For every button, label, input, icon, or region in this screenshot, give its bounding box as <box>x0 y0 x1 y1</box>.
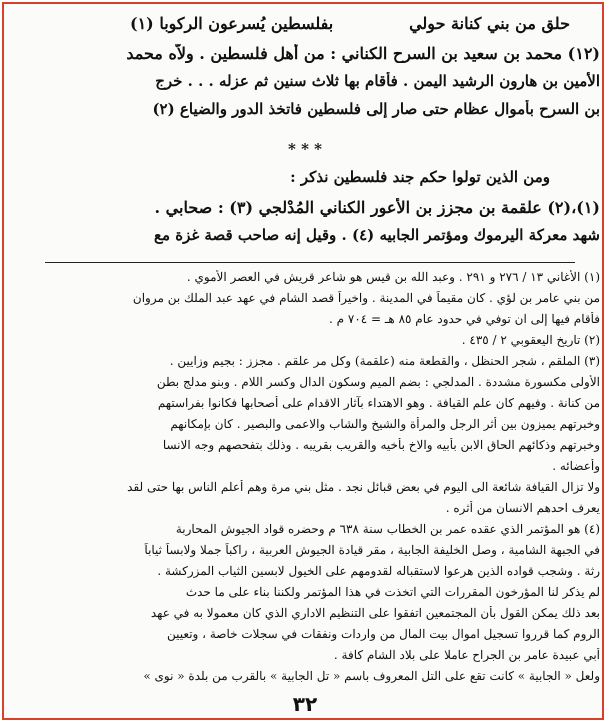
body-line: بن السرح بأموال عظام حتى صار إلى فلسطين فاتخذ الدور والضياع (٢) <box>152 100 600 118</box>
body-line: ومن الذين تولوا حكم جند فلسطين نذكر : <box>290 168 550 186</box>
body-line: (١)،(٢) علقمة بن مجزز بن الأعور الكناني المُدْلجي (٣) : صحابي . <box>154 198 600 217</box>
page-number: ٣٢ <box>292 692 318 716</box>
footnote-line: وخبرتهم يميزون بين أثر الرجل والمرأة والشيخ والشاب والاعمى والبصير . كان بإمكانهم <box>170 417 600 431</box>
footnote-line: يعرف احدهم الانسان من أثره . <box>445 501 600 515</box>
section-separator: * * * <box>288 140 322 158</box>
footnote-line: لم يذكر لنا المؤرخون المقررات التي اتخذت في هذا المؤتمر ولكننا بناء على ما حدث <box>185 585 600 599</box>
header-right-hemistich: حلق من بني كنانة حولي <box>409 14 570 33</box>
footnote-line: بعد ذلك يمكن القول بأن المجتمعين اتفقوا على التنظيم الاداري الذي كان معمولا به في عهد <box>150 606 600 620</box>
footnote-line: ولعل « الجابية » كانت تقع على التل المعروف باسم « تل الجابية » بالقرب من بلدة « نوى » <box>143 669 600 683</box>
footnote-line: من بني عامر بن لؤي . كان مقيماً في المدينة . واخيراً قصد الشام في عهد عبد الملك بن مروان <box>132 291 600 305</box>
footnote-rule <box>45 262 575 263</box>
footnote-line: أبي عبيدة عامر بن الجراح عاملا على بلاد الشام كافة . <box>333 648 600 662</box>
footnote-line: الروم كما قرروا تسجيل اموال بيت المال من واردات ونفقات في سجلات خاصة ، وتعيين <box>167 627 600 641</box>
footnote-line: الأولى مكسورة مشددة . المدلجي : بضم الميم وسكون الدال وكسر اللام . وبنو مدلج بطن <box>156 375 600 389</box>
body-line: شهد معركة اليرموك ومؤتمر الجابيه (٤) . وقيل إنه صاحب قصة غزة مع <box>153 226 600 244</box>
footnote-line: (١) الأغاني ١٣ / ٢٧٦ و ٢٩١ . وعبد الله بن قيس هو شاعر قريش في العصر الأموي . <box>186 270 600 284</box>
footnote-line: (٣) الملقم ، شجر الحنظل ، والقطعة منه (علقمة) وكل مر علقم . مجزز : بجيم وزايين . <box>169 354 600 368</box>
body-line: (١٢) محمد بن سعيد بن السرح الكناني : من أهل فلسطين . ولاّه محمد <box>126 44 600 63</box>
header-left-hemistich: بفلسطين يُسرعون الركوبا (١) <box>130 14 334 33</box>
body-line: الأمين بن هارون الرشيد اليمن . فأقام بها ثلاث سنين ثم عزله . . . خرج <box>155 72 600 90</box>
footnote-line: في الجبهة الشامية ، وصل الخليفة الجابية ، مقر قيادة الجيوش العربية ، راكباً جملا ولابساً ثياباً <box>144 543 600 557</box>
footnote-line: (٢) تاريخ اليعقوبي ٢ / ٤٣٥ . <box>461 333 600 347</box>
footnote-line: (٤) هو المؤتمر الذي عقده عمر بن الخطاب سنة ٦٣٨ م وحضره قواد الجيوش المحاربة <box>175 522 600 536</box>
footnote-line: وأعضائه . <box>552 459 600 473</box>
footnote-line: وخبرتهم وذكائهم الحاق الابن بأبيه والاخ بأخيه والقريب بقريبه . وذلك بتفحصهم وجه الانسا <box>162 438 600 452</box>
footnote-line: ولا تزال القيافة شائعة الى اليوم في بعض قبائل نجد . مثل بني مرة وهم أعلم الناس بها حتى لقد <box>127 480 600 494</box>
footnote-line: فأقام فيها إلى ان توفي في حدود عام ٨٥ هـ = ٧٠٤ م . <box>329 312 600 326</box>
footnote-line: رثة . وشجب قواده الذين هرعوا لاستقباله لقدومهم على الخيول لابسين الثياب المزركشة . <box>157 564 600 578</box>
footnote-line: من كنانة . وفيهم كان علم القيافة . وهو الاهتداء بآثار الاقدام على أصحابها فكانوا بفراستهم <box>157 396 600 410</box>
